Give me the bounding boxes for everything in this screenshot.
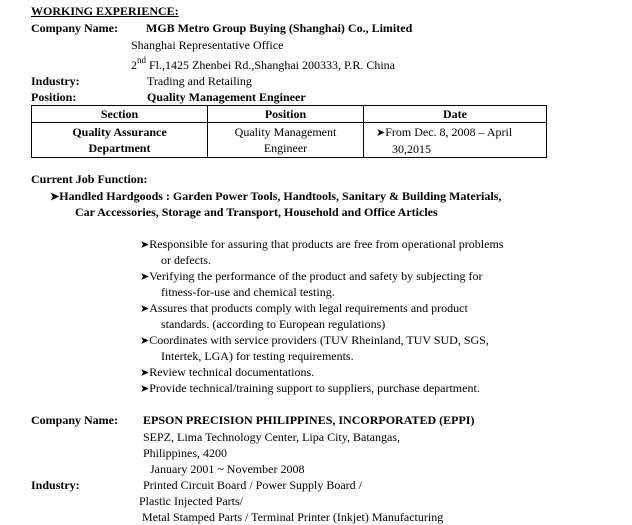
company-label: Company Name: <box>31 21 118 35</box>
table-row <box>32 123 547 158</box>
duty-6-line1: Provide technical/training support to suppliers, purchase department. <box>149 381 480 395</box>
position-line2: Engineer <box>263 141 308 155</box>
company2-label: Company Name: <box>31 413 118 427</box>
handled-line2: Car Accessories, Storage and Transport, Household and Office Articles <box>75 205 438 219</box>
duty-4-line1: Coordinates with service providers (TUV Rheinland, TUV SUD, SGS, <box>149 333 489 347</box>
header-position: Position <box>208 106 364 123</box>
table-header-row <box>32 106 547 123</box>
position-value: Quality Management Engineer <box>147 90 306 104</box>
industry-label: Industry: <box>31 74 80 88</box>
date-line1-wrap <box>364 124 546 141</box>
company2-period: January 2001 ~ November 2008 <box>150 462 305 476</box>
company-address <box>131 57 395 73</box>
arrow-bullet-icon: ➤ <box>140 335 150 347</box>
duty-5-line1: Review technical documentations. <box>149 365 315 379</box>
industry2-line3: Metal Stamped Parts / Terminal Printer (Inkjet) Manufacturing <box>142 510 444 524</box>
address-rest: Fl.,1425 Zhenbei Rd.,Shanghai 200333, P.R. China <box>146 58 395 72</box>
position-label: Position: <box>31 90 77 104</box>
header-date: Date <box>364 106 547 123</box>
handled-line1 <box>50 188 501 205</box>
duty-3 <box>140 300 468 317</box>
duty-2-line1: Verifying the performance of the product and safety by subjecting for <box>149 269 483 283</box>
company2-address1: SEPZ, Lima Technology Center, Lipa City, Batangas, <box>143 430 400 444</box>
company-office: Shanghai Representative Office <box>131 38 284 52</box>
cell-date <box>364 123 547 158</box>
date-line2: 30,2015 <box>392 141 431 156</box>
arrow-bullet-icon: ➤ <box>140 303 150 315</box>
position-line1: Quality Management <box>234 125 337 139</box>
arrow-bullet-icon: ➤ <box>376 126 386 139</box>
date-line1: From Dec. 8, 2008 – April <box>385 124 513 139</box>
duty-3-line1: Assures that products comply with legal requirements and product <box>149 301 468 315</box>
company2-name: EPSON PRECISION PHILIPPINES, INCORPORATED (EPPI) <box>143 413 475 427</box>
cell-position <box>208 123 364 158</box>
duty-1-line2: or defects. <box>161 253 211 267</box>
duty-1 <box>140 236 503 253</box>
arrow-bullet-icon: ➤ <box>50 191 60 203</box>
industry2-line1: Printed Circuit Board / Power Supply Board / <box>143 478 362 492</box>
arrow-bullet-icon: ➤ <box>140 239 150 251</box>
duty-6 <box>140 380 480 397</box>
industry2-label: Industry: <box>31 478 80 492</box>
header-section: Section <box>32 106 208 123</box>
company2-address2: Philippines, 4200 <box>143 446 228 460</box>
company-name: MGB Metro Group Buying (Shanghai) Co., Limited <box>146 21 413 35</box>
handled-text1: Handled Hardgoods : Garden Power Tools, Handtools, Sanitary & Building Materials, <box>59 189 502 203</box>
address-sup: nd <box>137 55 146 65</box>
duty-3-line2: standards. (according to European regulations) <box>161 317 386 331</box>
duty-1-line1: Responsible for assuring that products are free from operational problems <box>149 237 504 251</box>
duty-5 <box>140 364 314 381</box>
arrow-bullet-icon: ➤ <box>140 383 150 395</box>
duty-4-line2: Intertek, LGA) for testing requirements. <box>161 349 354 363</box>
function-label: Current Job Function: <box>31 172 148 186</box>
arrow-bullet-icon: ➤ <box>140 367 150 379</box>
cell-section <box>32 123 208 158</box>
industry2-line2: Plastic Injected Parts/ <box>139 494 243 508</box>
address-floor: 2 <box>131 58 137 72</box>
section-line1: Quality Assurance <box>72 125 167 139</box>
duty-2 <box>140 268 482 285</box>
section-heading: WORKING EXPERIENCE: <box>31 4 179 18</box>
duty-2-line2: fitness-for-use and chemical testing. <box>161 285 335 299</box>
section-line2: Department <box>88 141 151 155</box>
position-table <box>31 105 547 158</box>
duty-4 <box>140 332 489 349</box>
industry-value: Trading and Retailing <box>147 74 252 88</box>
arrow-bullet-icon: ➤ <box>140 271 150 283</box>
